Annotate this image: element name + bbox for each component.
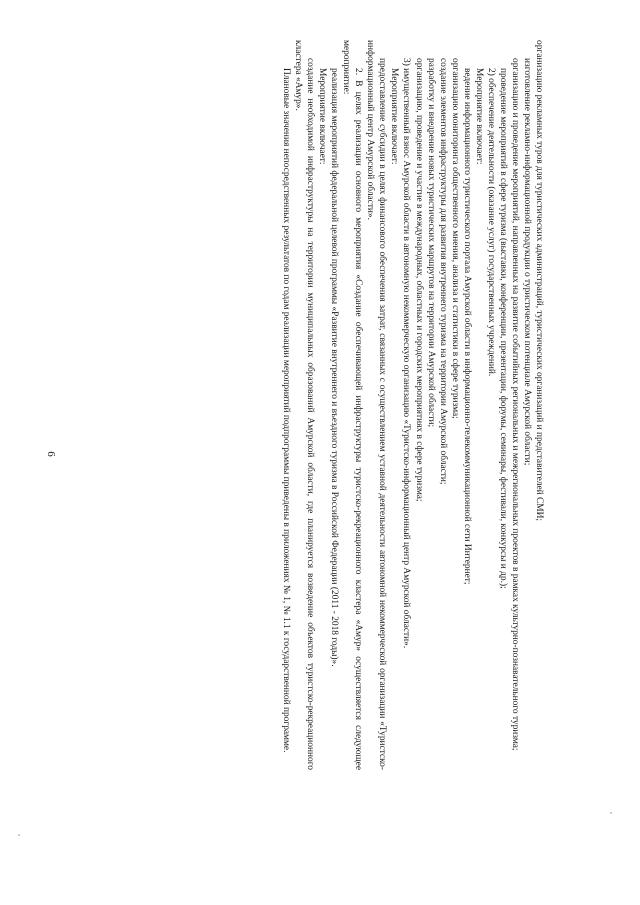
paragraph: реализация мероприятий федеральной целевой программы «Развитие внутреннего и въездного туризма в Российской Федерации (2011 - 2018 годы)».: [329, 68, 340, 667]
paragraph: предоставление субсидии в целях финансового обеспечения затрат, связанных с осуществлением уставной деятельности автономной некоммерческой организации «Туристско-информационный центр Амурской области».: [365, 40, 388, 770]
paragraph: организацию рекламных туров для туристических администраций, туристических организаций и представителей СМИ;: [534, 40, 544, 521]
paragraph: 2. В целях реализации основного мероприятия «Создание обеспечивающей инфраструктуры туристско-рекреационного кластера «Амур» осуществляется следующее мероприятие:: [341, 40, 364, 770]
paragraph: изготовление рекламно-информационной продукции о туристическом потенциале Амурской области;: [521, 58, 532, 466]
paragraph: разработку и внедрение новых туристических маршрутов на территории Амурской области;: [425, 58, 436, 428]
paragraph: Мероприятие включает:: [389, 68, 400, 165]
page-number: 6: [44, 451, 57, 457]
paragraph: Мероприятие включает:: [317, 68, 328, 165]
paragraph: 3) имущественный взнос Амурской области в автономную некоммерческую организацию «Туристско-информационный центр Амурской области».: [401, 58, 412, 649]
paragraph: создание необходимой инфраструктуры на территории муниципальных образований Амурской области, где планируется возведение объектов туристско-рекреационного кластера «Амур».: [293, 40, 316, 770]
scan-speck: [610, 812, 612, 814]
paragraph: Мероприятие включает:: [473, 68, 484, 165]
paragraph: Плановые значения непосредственных результатов по годам реализации мероприятий подпрограммы приведены в приложениях № 1, № 1.1 к государственной программе.: [281, 68, 292, 753]
rotated-text-block: [95, 40, 545, 770]
paragraph: организацию и проведение мероприятий, направленных на развитие событийных региональных и межрегиональных проектов в рамках культурно-познавательного туризма;: [509, 58, 520, 751]
paragraph: организацию, проведение и участие в международных, областных и городских мероприятиях в сфере туризма;: [413, 58, 424, 502]
paragraph: 2) обеспечение деятельности (оказание услуг) государственных учреждений.: [485, 68, 496, 377]
paragraph: организацию мониторинга общественного мнения, анализа и статистики в сфере туризма;: [449, 58, 460, 419]
document-body: [95, 40, 545, 770]
scan-speck: [18, 834, 20, 836]
paragraph: ведение информационного туристического портала Амурской области в информационно-телекоммуникационной сети Интернет;: [461, 68, 472, 585]
paragraph: создание элементов инфраструктуры для развития внутреннего туризма на территории Амурской области;: [437, 58, 448, 485]
paragraph: проведение мероприятий в сфере туризма (выставки, конференции, презентации, форумы, семинары, фестивали, конкурсы и др.);: [497, 68, 508, 589]
